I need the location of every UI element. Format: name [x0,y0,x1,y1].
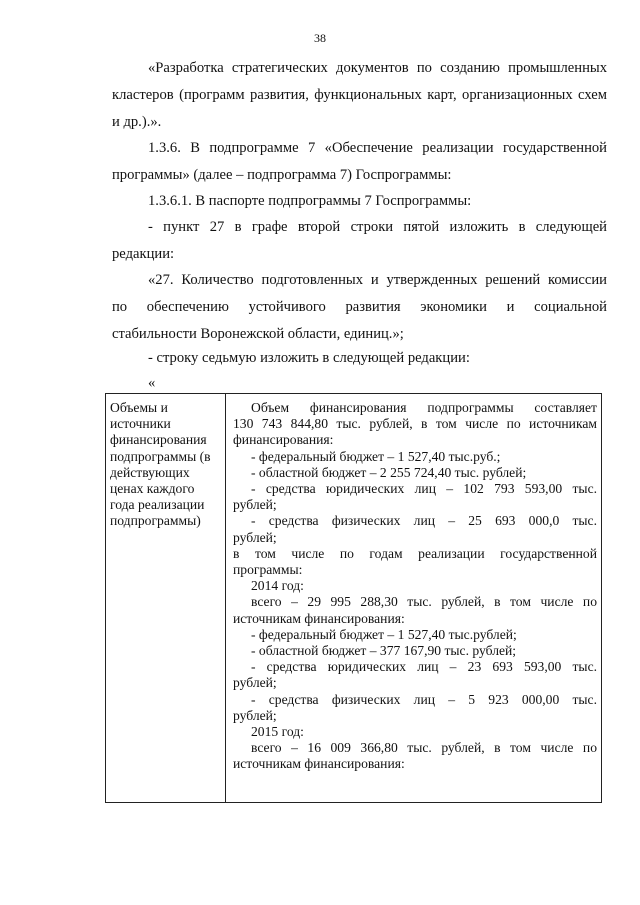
cell-line: года реализации [110,497,205,513]
cell-line: всего – 29 995 288,30 тыс. рублей, в том числе по [251,594,597,610]
paragraph-3 [112,188,607,215]
financing-table [105,393,602,803]
cell-line: финансирования: [233,432,334,448]
cell-line: - средства физических лиц – 25 693 000,0 тыс. [251,513,597,529]
cell-line: рублей; [233,529,277,545]
cell-line: ценах каждого [110,481,195,497]
cell-line: источники [110,416,171,432]
cell-line: - областной бюджет – 2 255 724,40 тыс. рублей; [251,464,527,480]
text-line: стабильности Воронежской области, единиц.»; [112,326,404,342]
cell-line: источникам финансирования: [233,756,405,772]
cell-line: 130 743 844,80 тыс. рублей, в том числе по источникам [233,416,597,432]
paragraph-1 [112,55,607,136]
table-left-cell [106,394,226,802]
table-right-cell [227,394,601,802]
text-line: программы» (далее – подпрограмма 7) Госпрограммы: [112,167,452,183]
text-line: «Разработка стратегических документов по созданию промышленных [148,60,607,76]
text-line: и др.).». [112,114,162,130]
cell-line: 2014 год: [251,578,304,594]
cell-line: источникам финансирования: [233,610,405,626]
cell-line: действующих [110,464,190,480]
paragraph-5 [112,267,607,348]
cell-line: подпрограммы (в [110,448,211,464]
cell-line: рублей; [233,707,277,723]
cell-line: Объемы и [110,400,168,415]
cell-line: Объем финансирования подпрограммы составляет [251,400,597,415]
cell-line: подпрограммы) [110,513,201,529]
cell-line: в том числе по годам реализации государственной [233,545,597,561]
cell-line: рублей; [233,675,277,691]
cell-line: - федеральный бюджет – 1 527,40 тыс.руб.; [251,448,501,464]
text-line: «27. Количество подготовленных и утвержденных решений комиссии [148,272,607,288]
cell-line: программы: [233,562,303,578]
text-line: кластеров (программ развития, функциональных карт, организационных схем [112,87,607,103]
cell-line: - федеральный бюджет – 1 527,40 тыс.рублей; [251,626,517,642]
cell-line: - средства юридических лиц – 23 693 593,00 тыс. [251,659,597,675]
cell-line: всего – 16 009 366,80 тыс. рублей, в том числе по [251,740,597,756]
page-number: 38 [314,31,326,45]
paragraph-4 [112,214,607,268]
cell-line: финансирования [110,432,207,448]
paragraph-6 [112,345,607,372]
text-line: 1.3.6.1. В паспорте подпрограммы 7 Госпрограммы: [148,193,472,209]
cell-line: 2015 год: [251,724,304,740]
cell-line: - средства юридических лиц – 102 793 593,00 тыс. [251,481,597,497]
text-line: - пункт 27 в графе второй строки пятой изложить в следующей [148,219,607,235]
text-line: редакции: [112,246,175,262]
text-line: - строку седьмую изложить в следующей редакции: [148,350,470,366]
cell-line: рублей; [233,497,277,513]
text-line: по обеспечению устойчивого развития экономики и социальной [112,299,607,315]
text-line: « [148,375,156,391]
paragraph-2 [112,135,607,189]
text-line: 1.3.6. В подпрограмме 7 «Обеспечение реализации государственной [148,140,607,156]
cell-line: - средства физических лиц – 5 923 000,00 тыс. [251,691,597,707]
cell-line: - областной бюджет – 377 167,90 тыс. рублей; [251,643,517,659]
